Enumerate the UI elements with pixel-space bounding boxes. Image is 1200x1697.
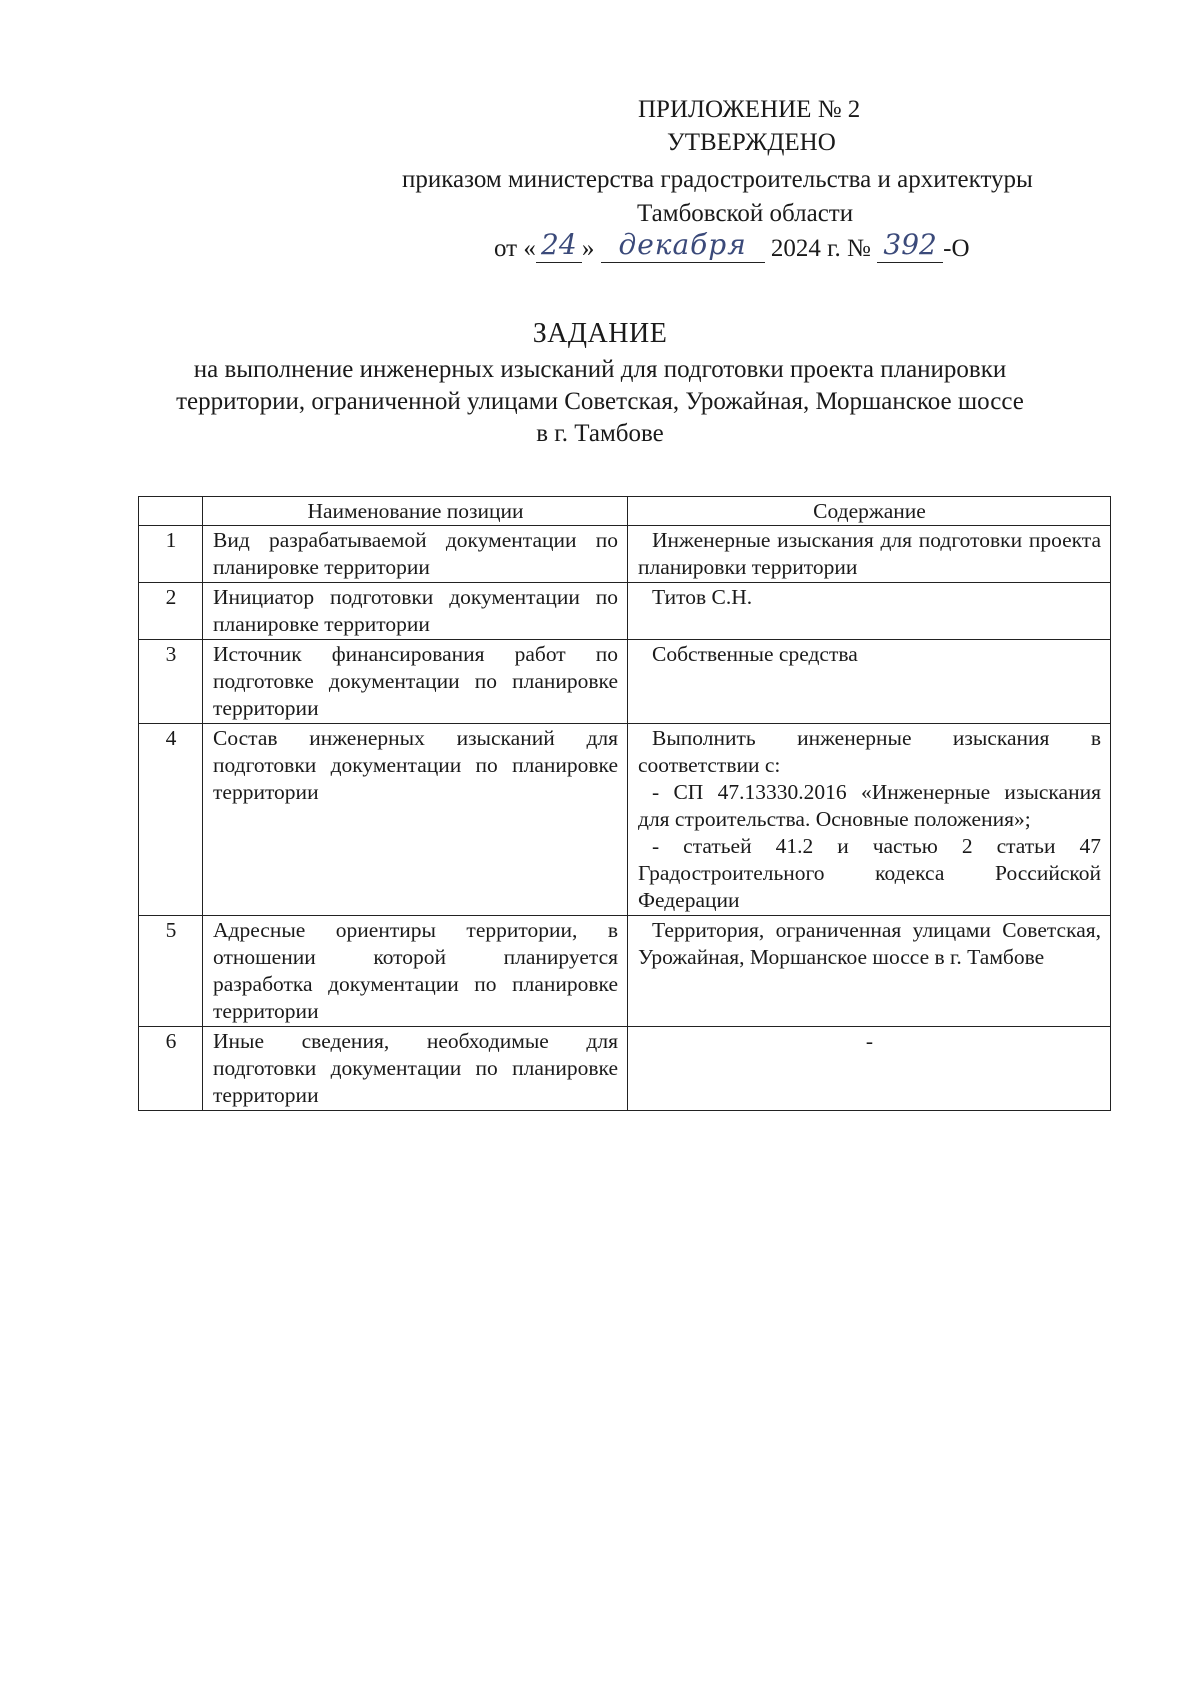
table-row	[139, 640, 1111, 724]
content-paragraph: -	[865, 1029, 874, 1053]
content-paragraph: - СП 47.13330.2016 «Инженерные изыскания для строительства. Основные положения»;	[638, 780, 1101, 831]
header-number	[139, 497, 203, 526]
handwritten-day: 24	[536, 228, 582, 263]
date-prefix: от «	[494, 235, 536, 262]
approved-label: УТВЕРЖДЕНО	[667, 129, 836, 156]
table-row	[139, 1027, 1111, 1111]
row-number: 6	[139, 1027, 203, 1111]
row-position-name: Иные сведения, необходимые для подготовки документации по планировке территории	[203, 1027, 628, 1111]
row-number: 2	[139, 583, 203, 640]
subtitle-line: на выполнение инженерных изысканий для подготовки проекта планировки	[193, 356, 1007, 383]
row-number: 1	[139, 526, 203, 583]
table-row	[139, 583, 1111, 640]
document-title: ЗАДАНИЕ	[532, 318, 668, 349]
handwritten-month: декабря	[601, 228, 765, 263]
subtitle-line: в г. Тамбове	[536, 420, 664, 447]
year-text: 2024 г. №	[770, 235, 871, 262]
table-row	[139, 724, 1111, 916]
title-block	[0, 318, 1200, 450]
task-table	[138, 496, 1111, 1111]
row-content	[628, 526, 1111, 583]
table-row	[139, 916, 1111, 1027]
row-content	[628, 1027, 1111, 1111]
content-paragraph: Титов С.Н.	[652, 585, 753, 609]
appendix-label: ПРИЛОЖЕНИЕ № 2	[638, 96, 861, 123]
row-position-name: Источник финансирования работ по подготовке документации по планировке территории	[203, 640, 628, 724]
number-suffix: -О	[943, 235, 970, 262]
row-position-name: Инициатор подготовки документации по планировке территории	[203, 583, 628, 640]
row-number: 4	[139, 724, 203, 916]
table-row	[139, 526, 1111, 583]
content-paragraph: Собственные средства	[652, 642, 858, 666]
row-number: 5	[139, 916, 203, 1027]
row-number: 3	[139, 640, 203, 724]
table-header-row	[139, 497, 1111, 526]
quote-close: »	[581, 235, 595, 262]
row-content	[628, 724, 1111, 916]
row-position-name: Адресные ориентиры территории, в отношении которой планируется разработка документации по планировке территории	[203, 916, 628, 1027]
row-content	[628, 583, 1111, 640]
order-issuer: приказом министерства градостроительства и архитектуры	[402, 166, 1033, 193]
subtitle-line: территории, ограниченной улицами Советская, Урожайная, Моршанское шоссе	[176, 388, 1024, 415]
row-position-name: Вид разрабатываемой документации по планировке территории	[203, 526, 628, 583]
header-content: Содержание	[628, 497, 1111, 526]
row-content	[628, 640, 1111, 724]
content-paragraph: Выполнить инженерные изыскания в соответствии с:	[638, 726, 1101, 777]
handwritten-order-number: 392	[877, 228, 943, 263]
content-paragraph: - статьей 41.2 и частью 2 статьи 47 Градостроительного кодекса Российской Федерации	[638, 834, 1101, 912]
content-paragraph: Инженерные изыскания для подготовки проекта планировки территории	[638, 528, 1101, 579]
row-content	[628, 916, 1111, 1027]
row-position-name: Состав инженерных изысканий для подготовки документации по планировке территории	[203, 724, 628, 916]
content-paragraph: Территория, ограниченная улицами Советская, Урожайная, Моршанское шоссе в г. Тамбове	[638, 918, 1101, 969]
region-name: Тамбовской области	[637, 200, 854, 227]
header-position-name: Наименование позиции	[203, 497, 628, 526]
order-date-line	[494, 228, 970, 272]
